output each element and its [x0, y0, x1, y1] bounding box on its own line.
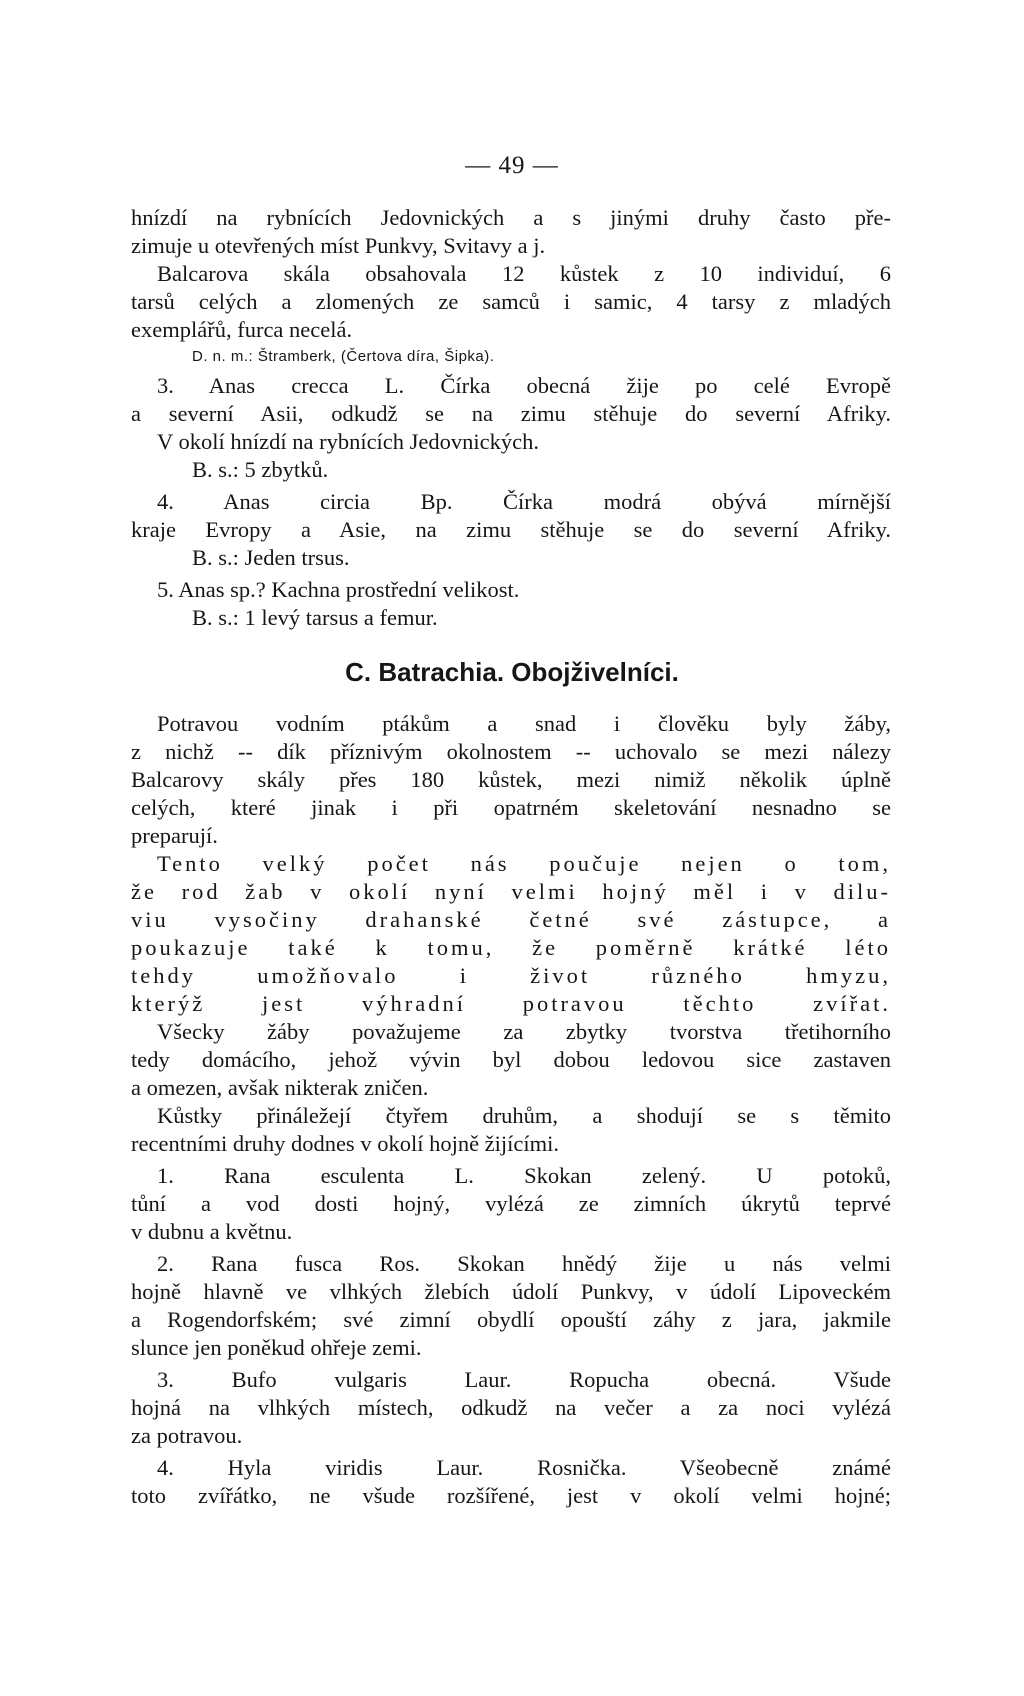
text-line: 5. Anas sp.? Kachna prostřední velikost.: [157, 577, 520, 602]
text-line: hojná na vlhkých místech, odkudž na večer a za noci vylézá: [131, 1395, 891, 1420]
text-line: B. s.: 1 levý tarsus a femur.: [192, 605, 438, 630]
text-line: B. s.: Jeden trsus.: [192, 545, 350, 570]
text-line: toto zvířátko, ne všude rozšířené, jest v okolí velmi hojné;: [131, 1483, 891, 1508]
text-line: 3. Anas crecca L. Čírka obecná žije po celé Evropě: [157, 373, 891, 398]
text-line: za potravou.: [131, 1423, 243, 1448]
page-number: — 49 —: [465, 152, 559, 179]
text-line: B. s.: 5 zbytků.: [192, 457, 329, 482]
text-line-spaced: viu vysočiny drahanské četné své zástupce, a: [131, 907, 891, 932]
text-line: 2. Rana fusca Ros. Skokan hnědý žije u nás velmi: [157, 1251, 891, 1276]
text-line: 3. Bufo vulgaris Laur. Ropucha obecná. Všude: [157, 1367, 891, 1392]
text-line: exemplářů, furca necelá.: [131, 317, 353, 342]
text-line-spaced: poukazuje také k tomu, že poměrně krátké léto: [131, 935, 891, 960]
text-line: recentními druhy dodnes v okolí hojně žijícími.: [131, 1131, 560, 1156]
text-line: 1. Rana esculenta L. Skokan zelený. U potoků,: [157, 1163, 891, 1188]
text-line: a omezen, avšak nikterak zničen.: [131, 1075, 429, 1100]
text-line: preparují.: [131, 823, 218, 848]
text-line: V okolí hnízdí na rybnících Jedovnických.: [157, 429, 540, 454]
text-line: hojně hlavně ve vlhkých žlebích údolí Punkvy, v údolí Lipoveckém: [131, 1279, 891, 1304]
text-line: Balcarovy skály přes 180 kůstek, mezi nimiž několik úplně: [131, 767, 891, 792]
text-line: Potravou vodním ptákům a snad i člověku byly žáby,: [157, 711, 891, 736]
text-line: a Rogendorfském; své zimní obydlí opouští záhy z jara, jakmile: [131, 1307, 891, 1332]
text-line: 4. Anas circia Bp. Čírka modrá obývá mírnější: [157, 489, 891, 514]
text-line: tůní a vod dosti hojný, vylézá ze zimních úkrytů teprvé: [131, 1191, 891, 1216]
text-line: tedy domácího, jehož vývin byl dobou ledovou sice zastaven: [131, 1047, 891, 1072]
text-line: Všecky žáby považujeme za zbytky tvorstva třetihorního: [157, 1019, 891, 1044]
text-line: zimuje u otevřených míst Punkvy, Svitavy a j.: [131, 233, 546, 258]
text-line: hnízdí na rybnících Jedovnických a s jinými druhy často pře-: [131, 205, 891, 230]
text-line-spaced: že rod žab v okolí nyní velmi hojný měl i v dilu-: [131, 879, 891, 904]
text-line: Balcarova skála obsahovala 12 kůstek z 10 individuí, 6: [157, 261, 891, 286]
text-line: z nichž -- dík příznivým okolnostem -- uchovalo se mezi nálezy: [131, 739, 891, 764]
text-line: 4. Hyla viridis Laur. Rosnička. Všeobecně známé: [157, 1455, 891, 1480]
section-heading: C. Batrachia. Obojživelníci.: [345, 657, 679, 687]
text-line: slunce jen poněkud ohřeje zemi.: [131, 1335, 422, 1360]
text-line: v dubnu a květnu.: [131, 1219, 293, 1244]
text-line: a severní Asii, odkudž se na zimu stěhuje do severní Afriky.: [131, 401, 891, 426]
text-line-small: D. n. m.: Štramberk, (Čertova díra, Šipka).: [192, 348, 495, 365]
text-line-spaced: tehdy umožňovalo i život různého hmyzu,: [131, 963, 891, 988]
text-line: tarsů celých a zlomených ze samců i samic, 4 tarsy z mladých: [131, 289, 891, 314]
text-line: celých, které jinak i při opatrném skeletování nesnadno se: [131, 795, 891, 820]
text-line-spaced: Tento velký počet nás poučuje nejen o tom,: [157, 851, 891, 876]
text-line-spaced: kterýž jest výhradní potravou těchto zvířat.: [131, 991, 891, 1016]
text-line: kraje Evropy a Asie, na zimu stěhuje se do severní Afriky.: [131, 517, 891, 542]
text-line: Kůstky přináležejí čtyřem druhům, a shodují se s těmito: [157, 1103, 891, 1128]
